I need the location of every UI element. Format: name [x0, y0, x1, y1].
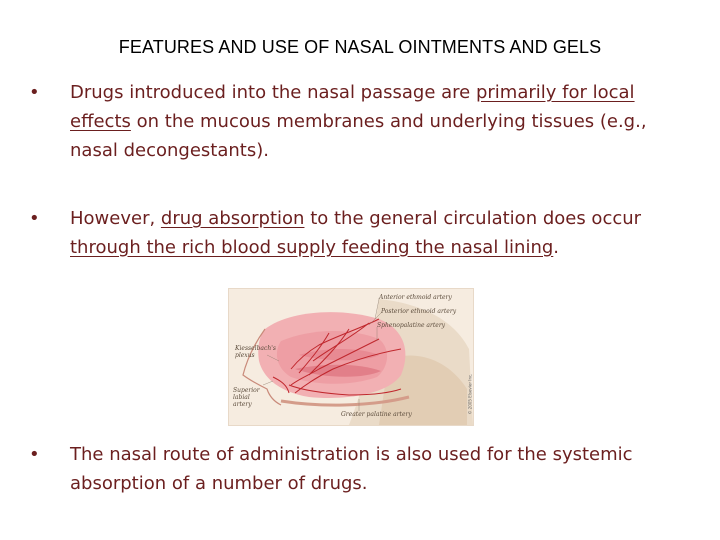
bullet-text	[70, 78, 689, 165]
label-anterior-ethmoid-artery: Anterior ethmoid artery	[379, 294, 452, 301]
label-greater-palatine-artery: Greater palatine artery	[341, 411, 412, 418]
underlined-phrase: drug absorption	[160, 208, 305, 229]
bullet-text	[70, 204, 689, 262]
bullet-text-segment: Drugs introduced into the nasal passage are	[70, 82, 476, 103]
bullet-text-segment: to the general circulation does occur	[304, 208, 642, 229]
bullet-item-local-effects	[29, 78, 689, 165]
bullet-text	[70, 440, 689, 498]
bullet-item-absorption	[29, 204, 689, 262]
bullet-text-segment: The nasal route of administration is also used for the systemic absorption of a number of drugs.	[70, 444, 633, 494]
bullet-dot: •	[29, 208, 40, 229]
bullet-dot: •	[29, 444, 40, 465]
bullet-text-segment: .	[553, 237, 560, 258]
underlined-phrase: through the rich blood supply feeding the nasal lining	[70, 237, 554, 258]
label-kiesselbach-plexus: Kiesselbach's plexus	[235, 345, 276, 359]
figure-copyright	[466, 373, 474, 416]
copyright-text: © 2005 Elsevier Inc.	[467, 373, 473, 415]
bullet-text-segment: on the mucous membranes and underlying tissues (e.g., nasal decongestants).	[70, 111, 647, 161]
bullet-item-systemic-absorption	[29, 440, 689, 498]
label-sphenopalatine-artery: Sphenopalatine artery	[377, 322, 446, 329]
bullet-text-segment: However,	[70, 208, 161, 229]
bullet-dot: •	[29, 82, 40, 103]
nasal-cavity-illustration	[228, 288, 474, 426]
label-posterior-ethmoid-artery: Posterior ethmoid artery	[381, 308, 457, 315]
label-superior-labial-artery: Superior labial artery	[233, 387, 260, 408]
underlined-phrase: primarily for local effects	[70, 82, 635, 132]
slide-title: FEATURES AND USE OF NASAL OINTMENTS AND GELS	[118, 37, 602, 57]
